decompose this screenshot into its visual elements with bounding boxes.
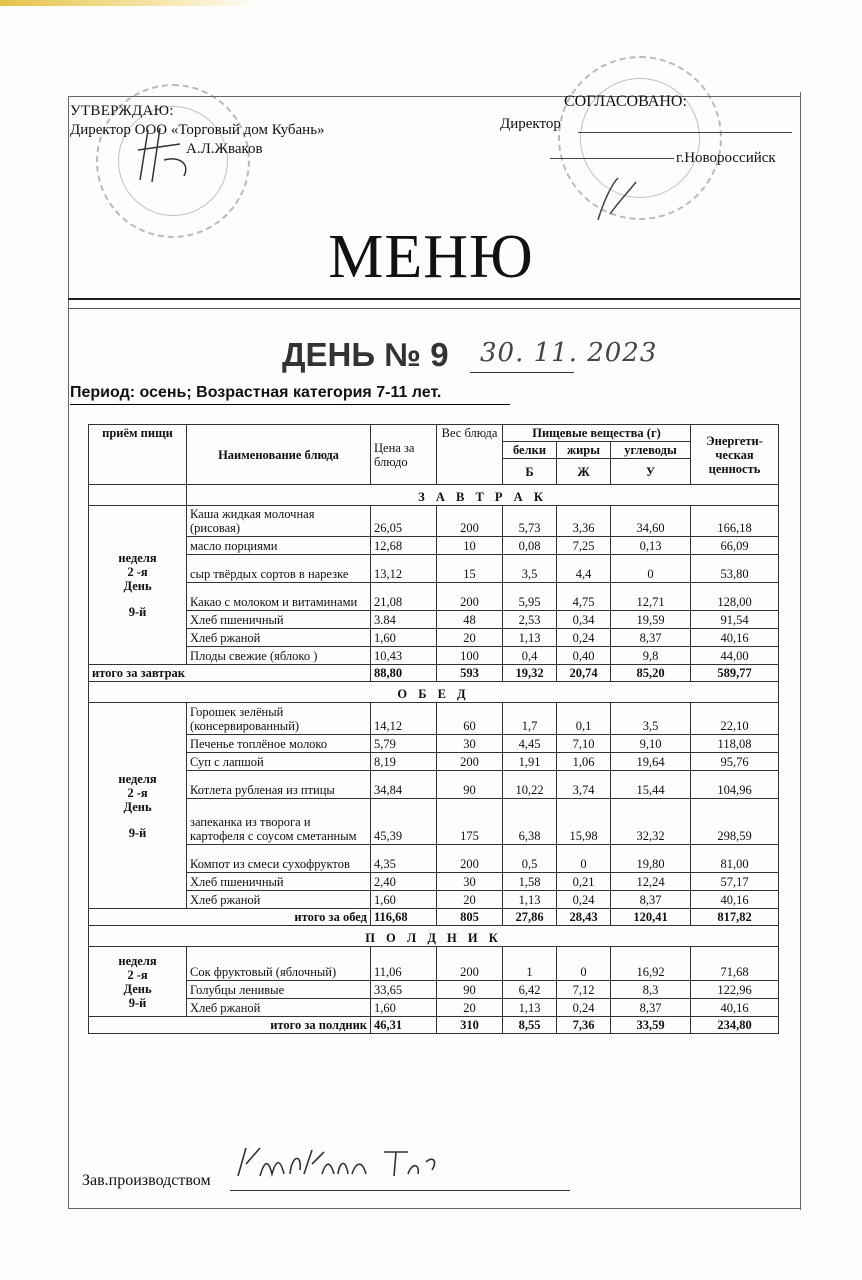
section-spacer <box>89 485 187 506</box>
fat-cell: 7,25 <box>557 537 611 555</box>
fat-cell: 1,06 <box>557 753 611 771</box>
protein-cell: 0,08 <box>503 537 557 555</box>
table-row <box>89 629 779 647</box>
carbs-cell: 19,59 <box>611 611 691 629</box>
footer-underline <box>230 1190 570 1191</box>
price-cell: 45,39 <box>371 799 437 845</box>
carbs-cell: 8,37 <box>611 891 691 909</box>
fat-cell: 0 <box>557 947 611 981</box>
total-row-breakfast <box>89 665 779 682</box>
fat-cell: 0,1 <box>557 703 611 735</box>
agree-director: Директор <box>500 116 561 132</box>
table-row <box>89 703 779 735</box>
dish-name-cell: Хлеб пшеничный <box>187 873 371 891</box>
table-row <box>89 981 779 999</box>
table-row <box>89 506 779 537</box>
dish-name-cell: Хлеб ржаной <box>187 629 371 647</box>
fat-cell: 0,24 <box>557 629 611 647</box>
price-cell: 2,40 <box>371 873 437 891</box>
energy-cell: 22,10 <box>691 703 779 735</box>
weight-cell: 90 <box>437 771 503 799</box>
footer-label: Зав.производством <box>82 1172 211 1189</box>
section-title: З А В Т Р А К <box>187 485 779 506</box>
price-cell: 33,65 <box>371 981 437 999</box>
price-cell: 26,05 <box>371 506 437 537</box>
weight-cell: 20 <box>437 999 503 1017</box>
carbs-cell: 12,71 <box>611 583 691 611</box>
total-p-cell: 27,86 <box>503 909 557 926</box>
dish-name-cell: масло порциями <box>187 537 371 555</box>
meal-label-line: День <box>123 579 152 593</box>
head-carbs: углеводы <box>611 442 691 459</box>
agreement-signature <box>590 170 650 226</box>
title-rule <box>68 298 800 300</box>
weight-cell: 20 <box>437 891 503 909</box>
meal-label-line: День <box>123 799 152 814</box>
agree-line-2 <box>550 158 674 159</box>
fat-cell: 0,40 <box>557 647 611 665</box>
meal-label-line: 9-й <box>128 605 147 619</box>
meal-label-line: 9-й <box>128 825 147 840</box>
protein-cell: 5,95 <box>503 583 557 611</box>
total-price-cell: 88,80 <box>371 665 437 682</box>
meal-label-line: 2 -я <box>127 785 148 800</box>
table-row <box>89 891 779 909</box>
dish-name-cell: Суп с лапшой <box>187 753 371 771</box>
fat-cell: 0,24 <box>557 999 611 1017</box>
weight-cell: 200 <box>437 845 503 873</box>
energy-cell: 40,16 <box>691 891 779 909</box>
edge-shadow <box>0 0 260 6</box>
protein-cell: 1,13 <box>503 891 557 909</box>
dish-name-cell: Котлета рубленая из птицы <box>187 771 371 799</box>
table-row <box>89 735 779 753</box>
total-weight-cell: 593 <box>437 665 503 682</box>
carbs-cell: 9,10 <box>611 735 691 753</box>
section-title: О Б Е Д <box>89 682 779 703</box>
period-line <box>70 384 441 402</box>
fat-cell: 3,36 <box>557 506 611 537</box>
total-label: итого за обед <box>89 909 371 926</box>
footer <box>82 1172 211 1190</box>
weight-cell: 90 <box>437 981 503 999</box>
total-e-cell: 589,77 <box>691 665 779 682</box>
table-row <box>89 753 779 771</box>
head-name: Наименование блюда <box>187 425 371 485</box>
protein-cell: 1,13 <box>503 629 557 647</box>
dish-name-cell: сыр твёрдых сортов в нарезке <box>187 555 371 583</box>
price-cell: 5,79 <box>371 735 437 753</box>
head-energy: Энергети-ческая ценность <box>691 425 779 485</box>
head-c-short: У <box>611 459 691 485</box>
table-row <box>89 799 779 845</box>
price-cell: 8,19 <box>371 753 437 771</box>
weight-cell: 20 <box>437 629 503 647</box>
menu-table-body <box>89 485 779 1034</box>
energy-cell: 166,18 <box>691 506 779 537</box>
weight-cell: 175 <box>437 799 503 845</box>
dish-name-cell: Сок фруктовый (яблочный) <box>187 947 371 981</box>
day-label: ДЕНЬ № 9 <box>282 336 449 373</box>
table-row <box>89 583 779 611</box>
meal-week-day <box>89 506 187 665</box>
meal-week-day <box>89 947 187 1017</box>
protein-cell: 1,13 <box>503 999 557 1017</box>
total-p-cell: 8,55 <box>503 1017 557 1034</box>
energy-cell: 104,96 <box>691 771 779 799</box>
carbs-cell: 8,37 <box>611 629 691 647</box>
total-f-cell: 20,74 <box>557 665 611 682</box>
weight-cell: 48 <box>437 611 503 629</box>
total-c-cell: 85,20 <box>611 665 691 682</box>
head-fat: жиры <box>557 442 611 459</box>
table-row <box>89 771 779 799</box>
energy-cell: 298,59 <box>691 799 779 845</box>
fat-cell: 0,24 <box>557 891 611 909</box>
carbs-cell: 8,3 <box>611 981 691 999</box>
head-meal: приём пищи <box>89 425 187 485</box>
protein-cell: 0,4 <box>503 647 557 665</box>
dish-name-cell: Голубцы ленивые <box>187 981 371 999</box>
total-label: итого за полдник <box>89 1017 371 1034</box>
total-price-cell: 46,31 <box>371 1017 437 1034</box>
table-row <box>89 999 779 1017</box>
fat-cell: 0,34 <box>557 611 611 629</box>
energy-cell: 40,16 <box>691 629 779 647</box>
total-weight-cell: 310 <box>437 1017 503 1034</box>
carbs-cell: 19,64 <box>611 753 691 771</box>
total-c-cell: 33,59 <box>611 1017 691 1034</box>
energy-cell: 57,17 <box>691 873 779 891</box>
approve-name: А.Л.Жваков <box>186 141 263 157</box>
dish-name-cell: Компот из смеси сухофруктов <box>187 845 371 873</box>
energy-cell: 44,00 <box>691 647 779 665</box>
dish-name-cell: Какао с молоком и витаминами <box>187 583 371 611</box>
energy-cell: 91,54 <box>691 611 779 629</box>
table-row <box>89 611 779 629</box>
protein-cell: 0,5 <box>503 845 557 873</box>
dish-name-cell: Хлеб ржаной <box>187 999 371 1017</box>
dish-name-cell: Хлеб ржаной <box>187 891 371 909</box>
protein-cell: 2,53 <box>503 611 557 629</box>
protein-cell: 1 <box>503 947 557 981</box>
weight-cell: 200 <box>437 947 503 981</box>
frame-bottom <box>68 1208 800 1209</box>
meal-label-line: 2 -я <box>127 565 148 579</box>
fat-cell: 0 <box>557 845 611 873</box>
protein-cell: 6,42 <box>503 981 557 999</box>
meal-label-line: неделя <box>118 551 157 565</box>
price-cell: 3.84 <box>371 611 437 629</box>
carbs-cell: 19,80 <box>611 845 691 873</box>
weight-cell: 100 <box>437 647 503 665</box>
agree-city: г.Новороссийск <box>676 150 776 166</box>
total-price-cell: 116,68 <box>371 909 437 926</box>
fat-cell: 4,4 <box>557 555 611 583</box>
price-cell: 13,12 <box>371 555 437 583</box>
carbs-cell: 0,13 <box>611 537 691 555</box>
meal-label-line: неделя <box>118 771 157 786</box>
title-rule-2 <box>68 308 800 309</box>
section-title: П О Л Д Н И К <box>89 926 779 947</box>
carbs-cell: 15,44 <box>611 771 691 799</box>
meal-label-line: неделя <box>118 953 157 968</box>
table-row <box>89 845 779 873</box>
carbs-cell: 34,60 <box>611 506 691 537</box>
protein-cell: 5,73 <box>503 506 557 537</box>
menu-table <box>88 424 779 1034</box>
weight-cell: 200 <box>437 506 503 537</box>
weight-cell: 10 <box>437 537 503 555</box>
head-p-short: Б <box>503 459 557 485</box>
protein-cell: 4,45 <box>503 735 557 753</box>
agree-title: СОГЛАСОВАНО: <box>564 93 687 110</box>
weight-cell: 15 <box>437 555 503 583</box>
total-e-cell: 234,80 <box>691 1017 779 1034</box>
fat-cell: 15,98 <box>557 799 611 845</box>
price-cell: 1,60 <box>371 891 437 909</box>
period-text: Период: осень; Возрастная категория 7-11 лет. <box>70 384 442 401</box>
protein-cell: 10,22 <box>503 771 557 799</box>
meal-label-line: День <box>123 981 152 996</box>
carbs-cell: 32,32 <box>611 799 691 845</box>
total-e-cell: 817,82 <box>691 909 779 926</box>
protein-cell: 1,58 <box>503 873 557 891</box>
section-breakfast <box>89 485 779 506</box>
total-c-cell: 120,41 <box>611 909 691 926</box>
energy-cell: 71,68 <box>691 947 779 981</box>
energy-cell: 118,08 <box>691 735 779 753</box>
price-cell: 12,68 <box>371 537 437 555</box>
protein-cell: 1,91 <box>503 753 557 771</box>
total-f-cell: 7,36 <box>557 1017 611 1034</box>
total-row-snack <box>89 1017 779 1034</box>
page-title: МЕНЮ <box>328 223 534 291</box>
period-underline <box>70 404 510 405</box>
weight-cell: 30 <box>437 873 503 891</box>
fat-cell: 0,21 <box>557 873 611 891</box>
price-cell: 1,60 <box>371 629 437 647</box>
dish-name-cell: Горошек зелёный (консервированный) <box>187 703 371 735</box>
energy-cell: 66,09 <box>691 537 779 555</box>
total-label: итого за завтрак <box>89 665 371 682</box>
price-cell: 11,06 <box>371 947 437 981</box>
head-price: Цена за блюдо <box>371 425 437 485</box>
dish-name-cell: Плоды свежие (яблоко ) <box>187 647 371 665</box>
energy-cell: 122,96 <box>691 981 779 999</box>
table-row <box>89 873 779 891</box>
dish-name-cell: Каша жидкая молочная (рисовая) <box>187 506 371 537</box>
section-lunch <box>89 682 779 703</box>
fat-cell: 4,75 <box>557 583 611 611</box>
price-cell: 21,08 <box>371 583 437 611</box>
meal-label-line: 2 -я <box>127 967 148 982</box>
head-f-short: Ж <box>557 459 611 485</box>
fat-cell: 7,12 <box>557 981 611 999</box>
carbs-cell: 16,92 <box>611 947 691 981</box>
price-cell: 10,43 <box>371 647 437 665</box>
agree-line <box>578 132 792 133</box>
section-snack <box>89 926 779 947</box>
price-cell: 4,35 <box>371 845 437 873</box>
director-signature <box>130 120 200 190</box>
fat-cell: 3,74 <box>557 771 611 799</box>
energy-cell: 95,76 <box>691 753 779 771</box>
carbs-cell: 0 <box>611 555 691 583</box>
head-nutrients: Пищевые вещества (г) <box>503 425 691 442</box>
handwritten-date: 30. 11. 2023 <box>480 338 658 368</box>
energy-cell: 53,80 <box>691 555 779 583</box>
head-protein: белки <box>503 442 557 459</box>
weight-cell: 60 <box>437 703 503 735</box>
energy-cell: 40,16 <box>691 999 779 1017</box>
energy-cell: 128,00 <box>691 583 779 611</box>
total-f-cell: 28,43 <box>557 909 611 926</box>
table-row <box>89 947 779 981</box>
meal-label-line: 9-й <box>128 995 147 1010</box>
total-weight-cell: 805 <box>437 909 503 926</box>
meal-week-day <box>89 703 187 909</box>
carbs-cell: 9,8 <box>611 647 691 665</box>
total-row-lunch <box>89 909 779 926</box>
carbs-cell: 3,5 <box>611 703 691 735</box>
handwritten-signature <box>232 1140 512 1190</box>
protein-cell: 6,38 <box>503 799 557 845</box>
weight-cell: 200 <box>437 583 503 611</box>
price-cell: 14,12 <box>371 703 437 735</box>
table-row <box>89 537 779 555</box>
head-weight: Вес блюда <box>437 425 503 485</box>
table-row <box>89 555 779 583</box>
date-underline <box>470 372 574 373</box>
weight-cell: 30 <box>437 735 503 753</box>
protein-cell: 1,7 <box>503 703 557 735</box>
approve-director: Директор ООО «Торговый дом Кубань» <box>70 122 325 138</box>
dish-name-cell: Хлеб пшеничный <box>187 611 371 629</box>
price-cell: 1,60 <box>371 999 437 1017</box>
carbs-cell: 8,37 <box>611 999 691 1017</box>
dish-name-cell: запеканка из творога и картофеля с соусом сметанным <box>187 799 371 845</box>
protein-cell: 3,5 <box>503 555 557 583</box>
dish-name-cell: Печенье топлёное молоко <box>187 735 371 753</box>
table-row <box>89 647 779 665</box>
approve-title: УТВЕРЖДАЮ: <box>70 103 174 119</box>
fat-cell: 7,10 <box>557 735 611 753</box>
price-cell: 34,84 <box>371 771 437 799</box>
energy-cell: 81,00 <box>691 845 779 873</box>
carbs-cell: 12,24 <box>611 873 691 891</box>
total-p-cell: 19,32 <box>503 665 557 682</box>
weight-cell: 200 <box>437 753 503 771</box>
